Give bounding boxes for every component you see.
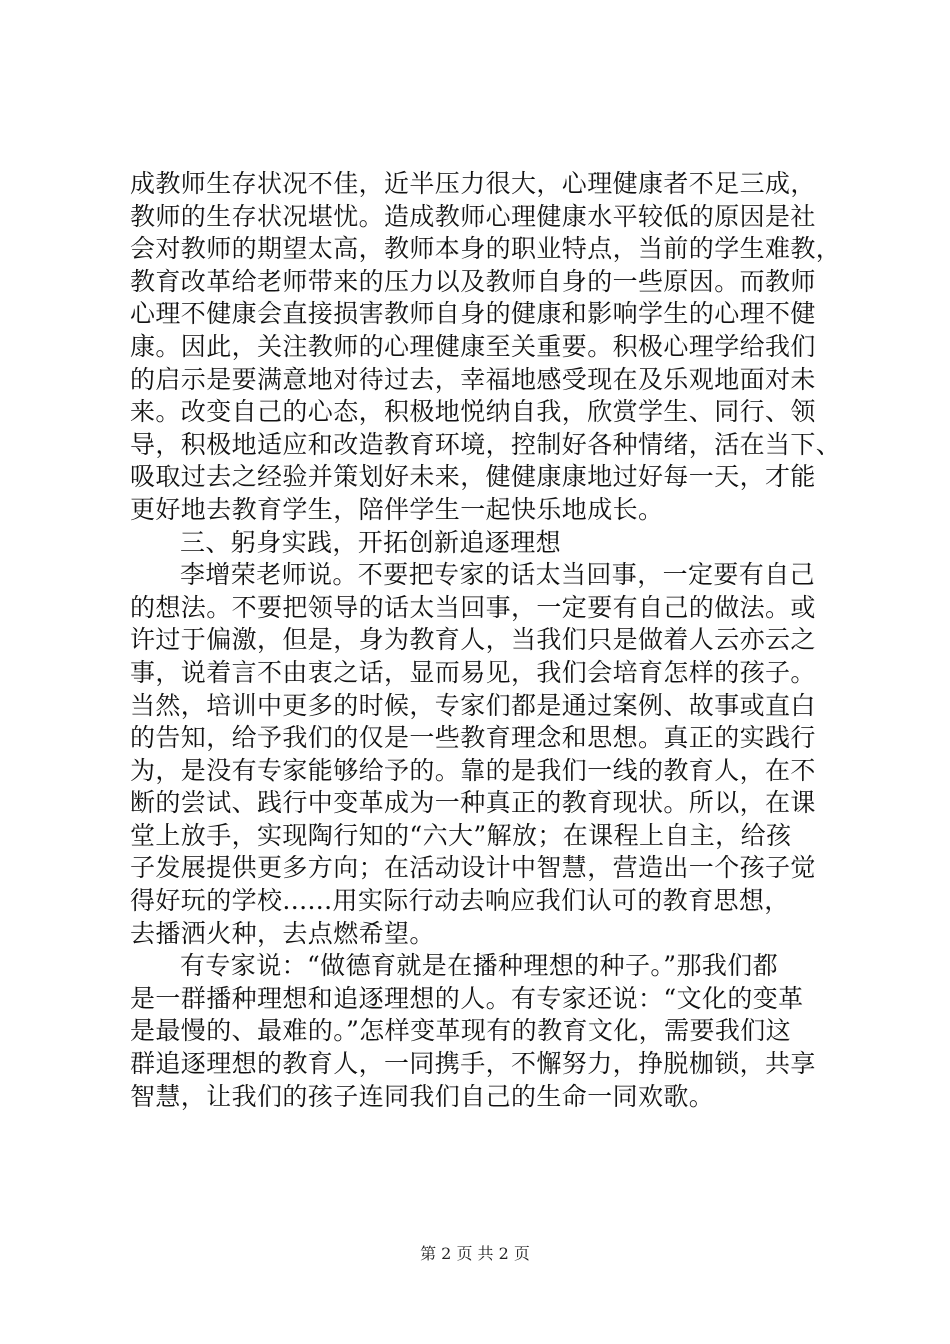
text-line: 为，是没有专家能够给予的。靠的是我们一线的教育人，在不 xyxy=(130,755,816,785)
text-line: 成教师生存状况不佳，近半压力很大，心理健康者不足三成， xyxy=(130,169,816,198)
text-line: 许过于偏激，但是，身为教育人，当我们只是做着人云亦云之 xyxy=(130,625,816,655)
section-heading: 三、躬身实践，开拓创新追逐理想 xyxy=(180,527,562,557)
text-line: 堂上放手，实现陶行知的“六大”解放；在课程上自主，给孩 xyxy=(130,820,792,850)
text-line: 更好地去教育学生，陪伴学生一起快乐地成长。 xyxy=(130,494,664,524)
page-number-footer: 第 2 页 共 2 页 xyxy=(420,1244,530,1263)
text-line: 教育改革给老师带来的压力以及教师自身的一些原因。而教师 xyxy=(130,266,816,296)
text-line: 是最慢的、最难的。”怎样变革现有的教育文化，需要我们这 xyxy=(130,1016,792,1046)
text-line: 智慧，让我们的孩子连同我们自己的生命一同欢歌。 xyxy=(130,1081,715,1111)
text-line: 有专家说：“做德育就是在播种理想的种子。”那我们都 xyxy=(180,951,779,981)
text-line: 康。因此，关注教师的心理健康至关重要。积极心理学给我们 xyxy=(130,331,816,361)
text-line: 的启示是要满意地对待过去，幸福地感受现在及乐观地面对未 xyxy=(130,364,816,394)
text-line: 教师的生存状况堪忧。造成教师心理健康水平较低的原因是社 xyxy=(130,201,816,231)
text-line: 群追逐理想的教育人，一同携手，不懈努力，挣脱枷锁，共享 xyxy=(130,1049,816,1079)
text-line: 得好玩的学校......用实际行动去响应我们认可的教育思想， xyxy=(130,886,790,916)
text-line: 的告知，给予我们的仅是一些教育理念和思想。真正的实践行 xyxy=(130,723,816,753)
text-line: 是一群播种理想和追逐理想的人。有专家还说：“文化的变革 xyxy=(130,983,804,1013)
text-line: 心理不健康会直接损害教师自身的健康和影响学生的心理不健 xyxy=(130,299,816,329)
text-line: 去播洒火种，去点燃希望。 xyxy=(130,918,435,948)
text-line: 导，积极地适应和改造教育环境，控制好各种情绪，活在当下、 xyxy=(130,429,842,459)
text-line: 会对教师的期望太高，教师本身的职业特点，当前的学生难教， xyxy=(130,234,842,264)
text-line: 断的尝试、践行中变革成为一种真正的教育现状。所以，在课 xyxy=(130,788,816,818)
text-line: 子发展提供更多方向；在活动设计中智慧，营造出一个孩子觉 xyxy=(130,853,816,883)
body-text xyxy=(130,168,842,1113)
text-line: 吸取过去之经验并策划好未来，健健康康地过好每一天，才能 xyxy=(130,462,816,492)
text-line: 事，说着言不由衷之话，显而易见，我们会培育怎样的孩子。 xyxy=(130,657,816,687)
text-line: 当然，培训中更多的时候，专家们都是通过案例、故事或直白 xyxy=(130,690,816,720)
text-line: 来。改变自己的心态，积极地悦纳自我，欣赏学生、同行、领 xyxy=(130,397,816,427)
text-line: 李增荣老师说。不要把专家的话太当回事，一定要有自己 xyxy=(180,560,816,590)
text-line: 的想法。不要把领导的话太当回事，一定要有自己的做法。或 xyxy=(130,592,816,622)
